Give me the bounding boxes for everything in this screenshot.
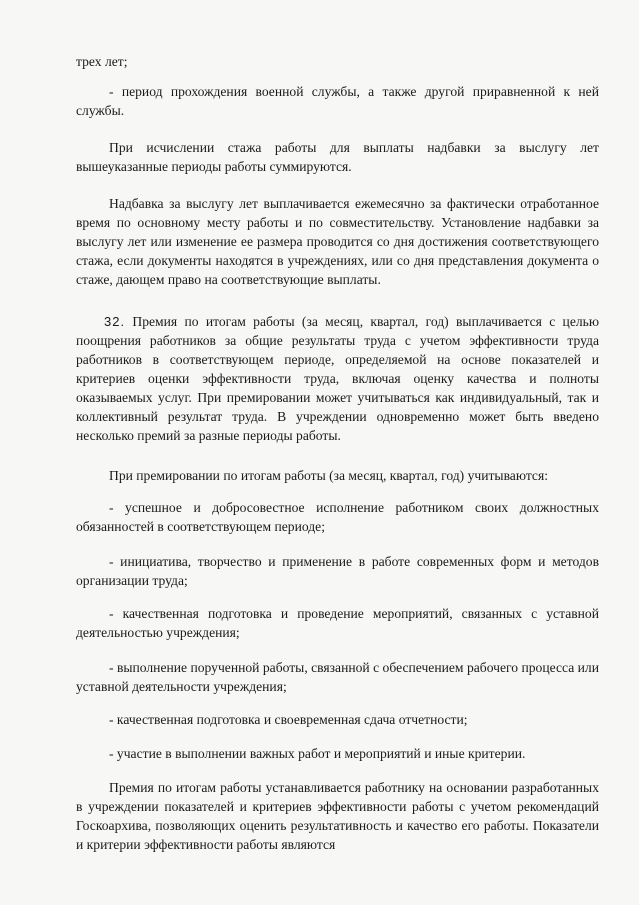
section-number: 32. <box>104 314 126 329</box>
paragraph-military-service: - период прохождения военной службы, а также другой приравненной к ней службы. <box>76 84 599 118</box>
criteria-item-5: - качественная подготовка и своевременная сдача отчетности; <box>109 712 468 727</box>
criteria-item-3: - качественная подготовка и проведение мероприятий, связанных с уставной деятельностью учреждения; <box>76 606 599 640</box>
paragraph-bonus-section <box>76 312 599 445</box>
paragraph-bonus-basis: Премия по итогам работы устанавливается работнику на основании разработанных в учреждении показателей и критериев эффективности работы с учетом рекомендаций Госкоархива, позволяющих оценить результативность и качество его работы. Показатели и критерии эффективности работы являются <box>76 780 599 852</box>
paragraph-bonus-text: Премия по итогам работы (за месяц, квартал, год) выплачивается с целью поощрения работников за общие результаты труда с учетом эффективности труда работников в соответствующем периоде, определяемой на основе показателей и критериев оценки эффективности труда, включая оценку качества и полноты оказываемых услуг. При премировании может учитываться как индивидуальный, так и коллективный результат труда. В учреждении одновременно может быть введено несколько премий за разные периоды работы. <box>76 314 600 443</box>
paragraph-criteria-intro: При премировании по итогам работы (за месяц, квартал, год) учитываются: <box>109 468 548 483</box>
paragraph-stage-sum: При исчислении стажа работы для выплаты надбавки за выслугу лет вышеуказанные периоды работы суммируются. <box>76 140 599 174</box>
paragraph-1: трех лет; <box>76 54 128 69</box>
paragraph-seniority-allowance: Надбавка за выслугу лет выплачивается ежемесячно за фактически отработанное время по основному месту работы и по совместительству. Установление надбавки за выслугу лет или изменение ее размера проводится со дня достижения соответствующего стажа, если документы находятся в учреждениях, или со дня представления документа о стаже, дающем право на соответствующие выплаты. <box>76 196 599 287</box>
criteria-item-6: - участие в выполнении важных работ и мероприятий и иные критерии. <box>109 746 526 761</box>
criteria-item-2: - инициатива, творчество и применение в работе современных форм и методов организации труда; <box>76 554 599 588</box>
criteria-item-1: - успешное и добросовестное исполнение работником своих должностных обязанностей в соответствующем периоде; <box>76 500 599 534</box>
criteria-item-4: - выполнение порученной работы, связанной с обеспечением рабочего процесса или уставной деятельности учреждения; <box>76 660 599 694</box>
